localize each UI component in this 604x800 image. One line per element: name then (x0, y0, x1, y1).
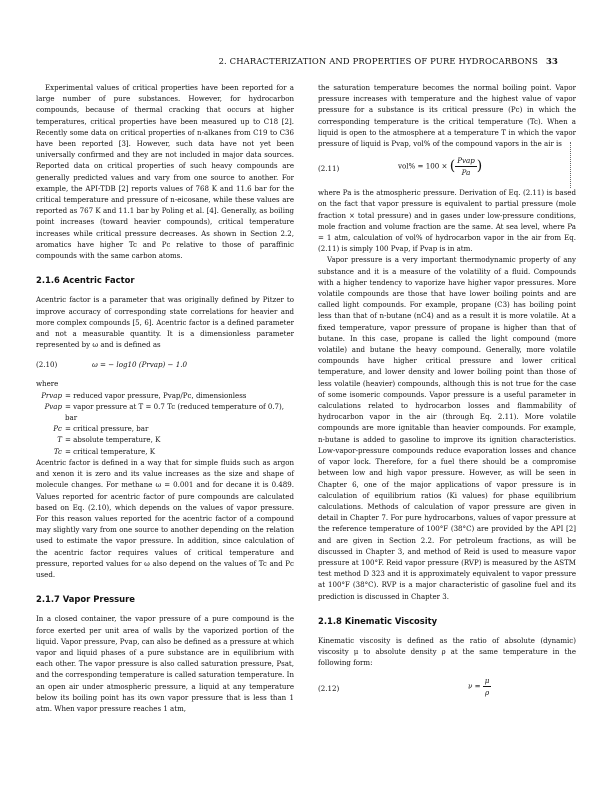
equation-body: ω = − log10 (Prvap) − 1.0 (92, 360, 188, 370)
running-title: 2. CHARACTERIZATION AND PROPERTIES OF PURE HYDROCARBONS (218, 56, 539, 66)
paragraph-viscosity-def: Kinematic viscosity is defined as the ratio of absolute (dynamic) viscosity μ to absolute density ρ at the same temperature in the following form: (318, 635, 576, 668)
paragraph-atmospheric: where Pa is the atmospheric pressure. Derivation of Eq. (2.11) is based on the fact that vapor pressure is equivalent to partial pressure (mole fraction × total pressure) and in gases under low-pressure conditions, mole fraction and volume fraction are the same. At sea level, where Pa = 1 atm, calculation of vol% of hydrocarbon vapor in the air from Eq. (2.11) is simply 100 Pvap, if Pvap is in atm. (318, 188, 576, 254)
equation-lhs: vol% = 100 × (398, 161, 448, 171)
left-column (36, 82, 294, 714)
margin-dotted-rule (570, 142, 571, 188)
paragraph-critical-properties: Experimental values of critical properties have been reported for a large number of pure substances. However, for hydrocarbon compounds, because of thermal cracking that occurs at higher temperatures, critical properties have been measured up to C18 [2]. Recently some data on critical properties of n-alkanes from C19 to C36 have been reported [3]. However, such data have not yet been universally confirmed and they are not included in major data sources. Reported data on critical properties of such heavy compounds are generally predicted values and vary from one source to another. For example, the API-TDB [2] reports values of 768 K and 11.6 bar for the critical temperature and pressure of n-eicosane, while these values are reported as 767 K and 11.1 bar by Poling et al. [4]. Generally, as boiling point increases (toward heavier compounds), critical temperature increases while critical pressure decreases. As shown in Section 2.2, aromatics have higher Tc and Pc relative to those of paraffinic compounds with the same carbon atoms. (36, 83, 294, 261)
symbol-definitions (36, 390, 294, 457)
definition-row: T = absolute temperature, K (57, 435, 161, 445)
equation-lhs: ν = (468, 681, 481, 691)
equation-2-10 (36, 356, 294, 372)
definition-row: Prvap = reduced vapor pressure, Pvap/Pc, dimensionless (41, 390, 247, 400)
definition-row: Pc = critical pressure, bar (53, 424, 149, 434)
equation-2-12 (318, 675, 576, 701)
page-number: 33 (546, 56, 558, 66)
paragraph-acentric-intro: Acentric factor is a parameter that was originally defined by Pitzer to improve accuracy of corresponding state correlations for heavier and more complex compounds [5, 6]. Acentric factor is a defined parameter and not a measurable quantity. It is a dimensionless parameter represented by ω and is defined as (36, 295, 294, 350)
heading-vapor-pressure: 2.1.7 Vapor Pressure (36, 594, 135, 605)
paragraph-volatility: Vapor pressure is a very important thermodynamic property of any substance and it is a measure of the volatility of a fluid. Compounds with a higher tendency to vaporize have higher vapor pressures. More volatile compounds are those that have lower boiling points and are called light compounds. For example, propane (C3) has boiling point less than that of n-butane (nC4) and as a result it is more volatile. At a fixed temperature, vapor pressure of propane is higher than that of butane. In this case, propane is called the light compound (more volatile) and butane the heavy compound. Generally, more volatile compounds have higher critical pressure and lower critical temperature, and lower density and lower boiling point than those of less volatile (heavier) compounds, although this is not true for the case of some isomeric compounds. Vapor pressure is a useful parameter in calculations related to hydrocarbon losses and flammability of hydrocarbon vapor in the air (through Eq. 2.11). More volatile compounds are more ignitable than heavier compounds. For example, n-butane is added to gasoline to improve its ignition characteristics. Low-vapor-pressure compounds reduce evaporation losses and chance of vapor lock. Therefore, for a fuel there should be a compromise between low and high vapor pressure. However, as will be seen in Chapter 6, one of the major applications of vapor pressure is in calculation of equilibrium ratios (Ki values) for phase equilibrium calculations. Methods of calculation of vapor pressure are given in detail in Chapter 7. For pure hydrocarbons, values of vapor pressure at the reference temperature of 100°F (38°C) are provided by the API [2] and are given in Section 2.2. For petroleum fractions, as will be discussed in Chapter 3, and method of Reid is used to measure vapor pressure at 100°F. Reid vapor pressure (RVP) is measured by the ASTM test method D 323 and it is approximately equivalent to vapor pressure at 100°F (38°C). RVP is a major characteristic of gasoline fuel and its prediction is discussed in Chapter 3. (318, 255, 576, 601)
definition-row: Pvap = vapor pressure at T = 0.7 Tc (reduced temperature of 0.7), bar (44, 401, 285, 423)
paragraph-acentric-values: Acentric factor is defined in a way that for simple fluids such as argon and xenon it is zero and its value increases as the size and shape of molecule changes. For methane ω = 0.001 and for decane it is 0.489. Values reported for acentric factor of pure compounds are calculated based on Eq. (2.10), which depends on the values of vapor pressure. For this reason values reported for the acentric factor of a compound may slightly vary from one source to another depending on the relation used to estimate the vapor pressure. In addition, since calculation of the acentric factor requires values of critical temperature and pressure, reported values for ω also depend on the values of Tc and Pc used. (36, 457, 294, 579)
paragraph-saturation: the saturation temperature becomes the normal boiling point. Vapor pressure increases with temperature and the highest value of vapor pressure for a substance is its critical pressure (Pc) in which the corresponding temperature is the critical temperature (Tc). When a liquid is open to the atmosphere at a temperature T in which the vapor pressure of liquid is Pvap, vol% of the compound vapors in the air is (318, 83, 576, 149)
equation-fraction: $\frac{\mu}{\rho}$ (484, 675, 490, 697)
equation-number: (2.12) (318, 683, 340, 693)
heading-acentric-factor: 2.1.6 Acentric Factor (36, 275, 135, 286)
running-header (60, 56, 558, 66)
where-label: where (36, 379, 59, 389)
equation-number: (2.10) (36, 360, 58, 370)
equation-number: (2.11) (318, 164, 340, 174)
equation-fraction: $\frac{\text{Pvap}}{Pa}$ (457, 156, 475, 178)
definition-row: Tc = critical temperature, K (53, 446, 156, 456)
paragraph-vapor-pressure-def: In a closed container, the vapor pressure of a pure compound is the force exerted per unit area of walls by the vaporized portion of the liquid. Vapor pressure, Pvap, can also be defined as a pressure at which vapor and liquid phases of a pure substance are in equilibrium with each other. The vapor pressure is also called saturation pressure, Psat, and the corresponding temperature is called saturation temperature. In an open air under atmospheric pressure, a liquid at any temperature below its boiling point has its own vapor pressure that is less than 1 atm. When vapor pressure reaches 1 atm, (36, 614, 294, 713)
equation-2-11: (2.11) vol% = 100 × ( $\frac{\text{Pvap}}{Pa}$ ) (318, 156, 483, 178)
heading-kinematic-viscosity: 2.1.8 Kinematic Viscosity (318, 615, 438, 626)
right-column (318, 82, 576, 707)
